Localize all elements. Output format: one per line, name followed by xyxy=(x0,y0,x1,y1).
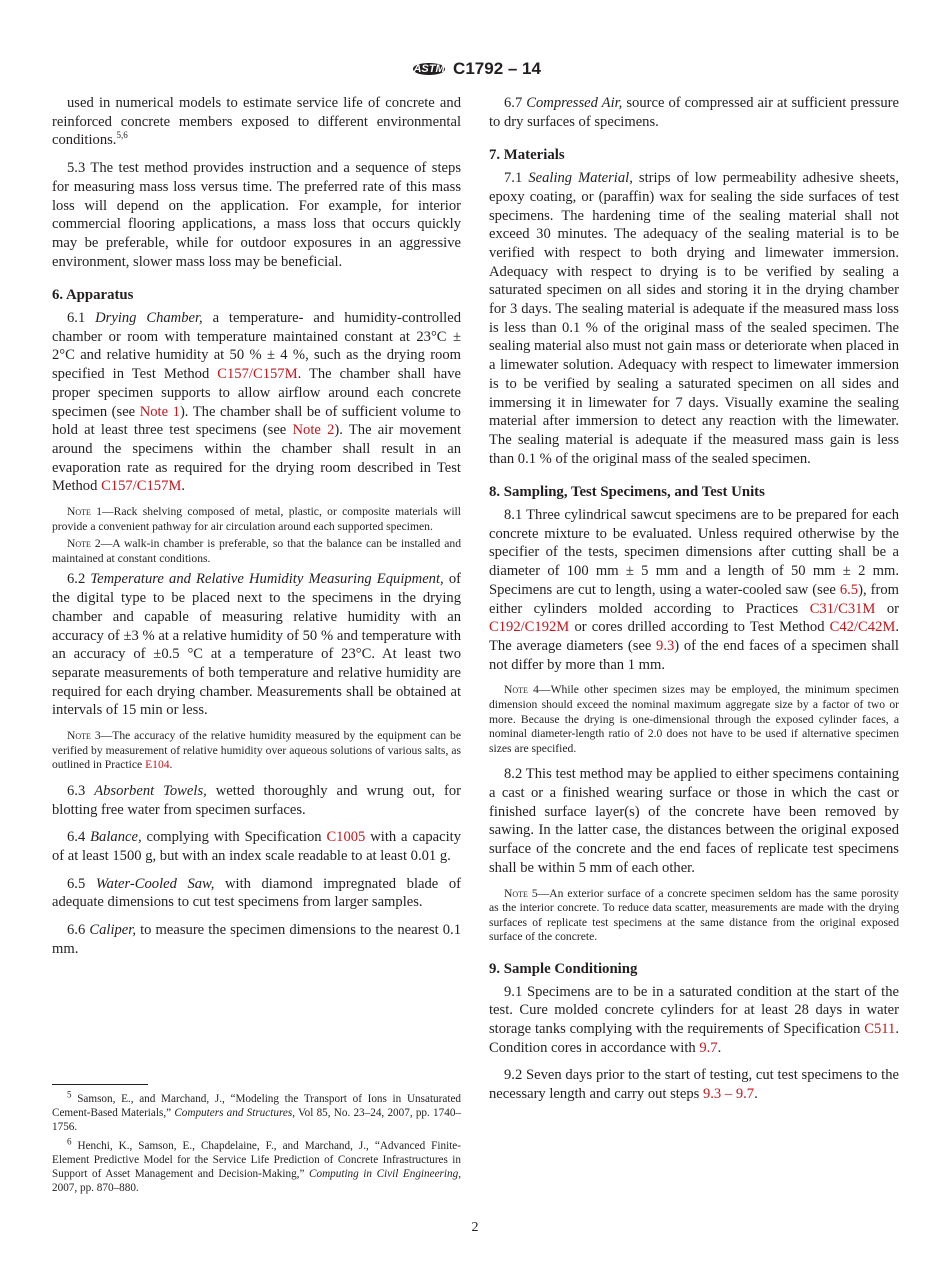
paragraph-7-1: 7.1 Sealing Material, strips of low permeability adhesive sheets, epoxy coating, or (paraffin) wax for sealing the side surfaces of test specimens. The hardening time of the sealing material shall not exceed 30 minutes. The adequacy of the sealing material is to be verified with respect to both drying and limewater immersion. Adequacy with respect to drying is to be verified by sealing a saturated specimen on all sides and storing it in the drying chamber for 3 days. The sealing material is adequate if the measured mass loss is less than 0.1 % of the original mass of the sealed specimen. The sealing material also must not gain mass or deteriorate when placed in a limewater solution. Adequacy with respect to limewater immersion is to be verified by sealing a saturated specimen on all sides and immersing it in limewater for 7 days. Visually examine the sealing material after immersion to detect any reaction with the limewater. The sealing material is adequate if the measured mass gain is less than 0.1 % of the original mass of the sealed specimen. xyxy=(489,170,899,467)
link-9-3-to-9-7[interactable]: 9.3 – 9.7 xyxy=(702,1086,755,1103)
footnotes xyxy=(52,1084,461,1199)
astm-logo xyxy=(409,58,449,80)
right-column xyxy=(489,94,899,1104)
paragraph-continuation: used in numerical models to estimate service life of concrete and reinforced concrete members exposed to different environmental conditions.$^{5,6}$ xyxy=(52,95,461,149)
link-c157-2[interactable]: C157/C157M xyxy=(101,478,182,495)
link-c192[interactable]: C192/C192M xyxy=(489,619,570,636)
page-header xyxy=(0,56,950,82)
link-c1005[interactable]: C1005 xyxy=(326,829,366,846)
link-6-5[interactable]: 6.5 xyxy=(839,581,859,598)
paragraph-6-2: 6.2 Temperature and Relative Humidity Measuring Equipment, of the digital type to be placed next to the specimens in the drying chamber and capable of measuring relative humidity with an accuracy of ±3 % at a relative humidity of 50 % and temperature with an accuracy of ±0.5 °C at a temperature of 23°C. At least two separate measurements of both temperature and relative humidity are required for each drying chamber. Measurements shall be obtained at intervals of 15 min or less. xyxy=(52,571,461,719)
section-heading-6: 6. Apparatus xyxy=(52,287,134,304)
footnote-divider xyxy=(52,1084,148,1085)
link-e104[interactable]: E104 xyxy=(145,758,170,772)
paragraph-6-5: 6.5 Water-Cooled Saw, with diamond impregnated blade of adequate dimensions to cut test specimens from larger samples. xyxy=(52,875,462,911)
paragraph-5-3: 5.3 The test method provides instruction and a sequence of steps for measuring mass loss versus time. The preferred rate of this mass loss will depend on the application. For example, for interior commercial flooring applications, a mass loss that occurs quickly may be preferable, while for outdoor exposures in an aggressive environment, slower mass loss may be beneficial. xyxy=(52,160,461,270)
paragraph-9-2: 9.2 Seven days prior to the start of testing, cut test specimens to the necessary length and carry out steps 9.3 – 9.7. xyxy=(489,1067,899,1103)
paragraph-6-3: 6.3 Absorbent Towels, wetted thoroughly and wrung out, for blotting free water from specimen surfaces. xyxy=(52,782,461,818)
link-9-3[interactable]: 9.3 xyxy=(656,637,675,654)
paragraph-6-1: 6.1 Drying Chamber, a temperature- and humidity-controlled chamber or room with temperature maintained constant at 23°C ± 2°C and relative humidity at 50 % ± 4 %, such as the drying room specified in Test Method C157/C157M. The chamber shall have proper specimen supports to allow airflow around each concrete specimen (see Note 1). The chamber shall be of sufficient volume to hold at least three test specimens (see Note 2). The air movement around the specimens within the chamber shall result in an evaporation rate as required for the drying room described in Test Method C157/C157M. xyxy=(52,310,462,495)
left-column xyxy=(52,94,461,958)
footnote-6: $^6$ Henchi, K., Samson, E., Chapdelaine, F., and Marchand, J., “Advanced Finite-Element Predictive Model for the Service Life Prediction of Concrete Infrastructures in Support of Asset Management and Decision-Making,” Computing in Civil Engineering, 2007, pp. 870–880. xyxy=(52,1135,462,1195)
section-heading-9: 9. Sample Conditioning xyxy=(489,960,638,977)
footnote-ref[interactable]: 5,6 xyxy=(116,130,128,141)
astm-logo-text: ASTM xyxy=(413,63,445,75)
paragraph-6-7: 6.7 Compressed Air, source of compressed air at sufficient pressure to dry surfaces of specimens. xyxy=(489,95,899,130)
note-4: Note 4—While other specimen sizes may be employed, the minimum specimen dimension should exceed the nominal maximum aggregate size by a factor of two or more. Because the drying is one-dimensional through the exposed cylinder faces, a nominal diameter-length ratio of 2.0 does not have to be used if alternative specimen sizes are specified. xyxy=(489,683,899,755)
link-c31[interactable]: C31/C31M xyxy=(809,600,876,617)
link-9-7[interactable]: 9.7 xyxy=(699,1039,718,1056)
note-2: Note 2—A walk-in chamber is preferable, so that the balance can be installed and maintained at constant conditions. xyxy=(52,537,461,565)
link-note-1[interactable]: Note 1 xyxy=(139,403,180,420)
note-1: Note 1—Rack shelving composed of metal, plastic, or composite materials will provide a convenient pathway for air circulation around each supported specimen. xyxy=(52,505,461,533)
paragraph-8-2: 8.2 This test method may be applied to either specimens containing a cast or a finished wearing surface or those in which the cast or finished surface layer(s) of the concrete have been removed by sawing. In the latter case, the distances between the original exposed surface of the concrete and the end faces of replicate test specimens shall be within 5 mm of each other. xyxy=(489,766,899,876)
paragraph-9-1: 9.1 Specimens are to be in a saturated condition at the start of the test. Cure molded concrete cylinders for at least 28 days in water storage tanks complying with the requirements of Specification C511. Condition cores in accordance with 9.7. xyxy=(489,983,899,1056)
note-3: Note 3—The accuracy of the relative humidity measured by the equipment can be verified by measurement of relative humidity over aqueous solutions of various salts, as outlined in Practice E104. xyxy=(52,729,461,772)
paragraph-6-4: 6.4 Balance, complying with Specification C1005 with a capacity of at least 1500 g, but with an index scale readable to at least 0.01 g. xyxy=(52,829,461,864)
link-note-2[interactable]: Note 2 xyxy=(292,422,335,439)
link-c42[interactable]: C42/C42M xyxy=(829,619,896,636)
section-heading-8: 8. Sampling, Test Specimens, and Test Units xyxy=(489,484,765,501)
paragraph-8-1: 8.1 Three cylindrical sawcut specimens are to be prepared for each concrete mixture to be evaluated. Unless required otherwise by the specifier of the tests, specimen dimensions after cutting shall be a diameter of 100 mm ± 5 mm and a length of 50 mm ± 2 mm. Specimens are cut to length, using a water-cooled saw (see 6.5), from either cylinders molded according to Practices C31/C31M or C192/C192M or cores drilled according to Test Method C42/C42M. The average diameters (see 9.3) of the end faces of a specimen shall not differ by more than 1 mm. xyxy=(489,507,900,673)
page-number: 2 xyxy=(471,1220,479,1235)
document-designation: C1792 – 14 xyxy=(453,59,541,78)
section-heading-7: 7. Materials xyxy=(489,147,565,164)
link-c157[interactable]: C157/C157M xyxy=(217,366,298,383)
note-5: Note 5—An exterior surface of a concrete specimen seldom has the same porosity as the interior concrete. To reduce data scatter, measurements are made with the drying surfaces of replicate test specimens at the same distance from the original exposed surface of the concrete. xyxy=(489,886,899,944)
paragraph-6-6: 6.6 Caliper, to measure the specimen dimensions to the nearest 0.1 mm. xyxy=(52,922,461,957)
link-c511[interactable]: C511 xyxy=(864,1021,896,1038)
footnote-5: $^5$ Samson, E., and Marchand, J., “Modeling the Transport of Ions in Unsaturated Cement-Based Materials,” Computers and Structures, Vol 85, No. 23–24, 2007, pp. 1740–1756. xyxy=(52,1089,462,1134)
